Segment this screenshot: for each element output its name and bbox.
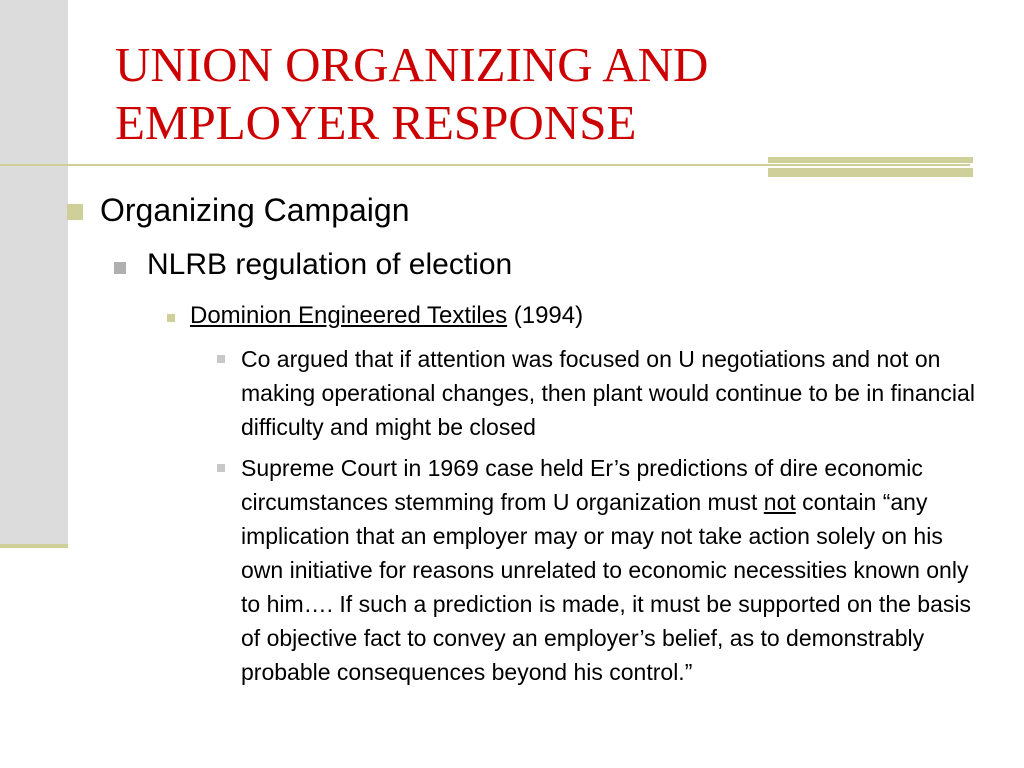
- bullet-level-4-second: [241, 451, 981, 689]
- square-bullet-icon: [67, 204, 83, 220]
- title-line-2: EMPLOYER RESPONSE: [115, 95, 637, 150]
- square-bullet-icon: [114, 262, 126, 274]
- divider-accent-bottom: [768, 168, 973, 177]
- divider-accent-top: [768, 157, 973, 163]
- case-name: Dominion Engineered Textiles: [190, 302, 508, 329]
- sidebar-accent-line: [0, 544, 68, 548]
- bullet-text-part-1: Supreme Court in 1969 case held Er’s predictions of dire economic circumstances stemming from U organization must: [241, 455, 923, 515]
- title-line-1: UNION ORGANIZING AND: [115, 37, 709, 92]
- bullet-text: Co argued that if attention was focused on U negotiations and not on making operational changes, then plant would continue to be in financial difficulty and might be closed: [241, 346, 975, 440]
- case-year: (1994): [507, 302, 584, 329]
- bullet-text-part-2: contain “any implication that an employer may or may not take action solely on his own initiative for reasons unrelated to economic necessities known only to him…. If such a prediction is made, it must be supported on the basis of objective fact to convey an employer’s belief, as to demonstrably probable consequences beyond his control.”: [241, 489, 971, 685]
- square-bullet-icon: [217, 464, 225, 472]
- slide-title: [115, 36, 995, 152]
- left-sidebar-decoration: [0, 0, 68, 547]
- bullet-level-4-first: [241, 342, 981, 444]
- title-divider: [0, 164, 970, 166]
- bullet-level-3: [190, 300, 583, 332]
- square-bullet-icon: [217, 355, 225, 363]
- emphasized-word: not: [763, 489, 796, 515]
- bullet-level-2: [147, 245, 512, 285]
- bullet-level-1: [100, 188, 410, 232]
- square-bullet-icon: [167, 314, 175, 322]
- bullet-text: NLRB regulation of election: [147, 248, 513, 281]
- bullet-text: Organizing Campaign: [100, 192, 410, 228]
